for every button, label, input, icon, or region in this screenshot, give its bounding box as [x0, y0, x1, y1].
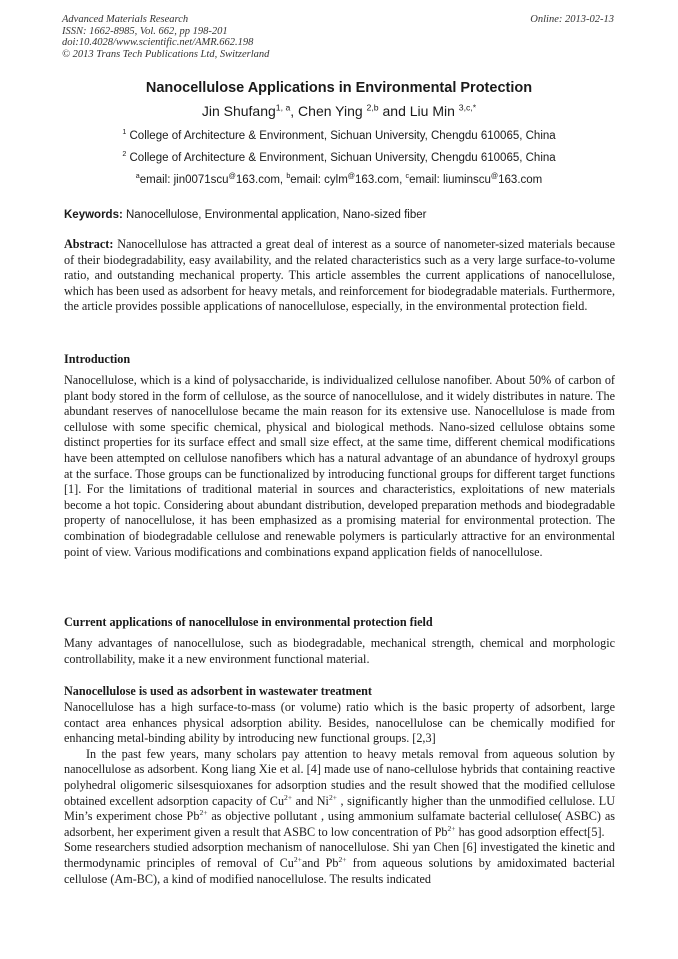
- author-line: [0, 103, 678, 119]
- paper-title: Nanocellulose Applications in Environmental Protection: [145, 80, 533, 96]
- affiliation-1: [0, 130, 678, 142]
- email-line: $^a$email: jin0071scu@163.com, $^b$email: cylm@163.com, $^c$email: liuminscu@163.com: [135, 172, 543, 186]
- keywords-text: Nanocellulose, Environmental application, Nano-sized fiber: [122, 209, 427, 221]
- journal-header: [62, 14, 614, 60]
- keywords-label: Keywords:: [64, 209, 123, 221]
- subsection-heading-adsorbent: Nanocellulose is used as adsorbent in wastewater treatment: [64, 684, 372, 698]
- author-affil-mark: 2,b: [366, 102, 379, 113]
- adsorbent-body: [64, 700, 615, 887]
- affiliation-text: College of Architecture & Environment, Sichuan University, Chengdu 610065, China: [129, 152, 556, 164]
- affiliation-2: [0, 152, 678, 164]
- adsorbent-paragraph-2: In the past few years, many scholars pay attention to heavy metals removal from aqueous solution by nanocellulose as adsorbent. Kong liang Xie et al. [4] made use of nano-cellulose hybrids that containing reactive polyhedral oligomeric silsesquioxanes for adsorption studies and the result showed that the modified cellulose obtained excellent adsorption capacity of $Cu^{2+}$ and $Ni^{2+}$ , significantly higher than the unmodified cellulose. LU Min’s experiment chose $Pb^{2+}$ as objective pollutant , using ammonium sulfamate bacterial cellulose( ASBC) as adsorbent, her experiment given a result that ASBC to low concentration of $Pb^{2+}$ has good adsorption effect[5].: [64, 746, 616, 839]
- affiliation-number: 2: [122, 150, 127, 159]
- author-separator: ,: [290, 103, 299, 119]
- author-name: Liu Min: [409, 103, 459, 119]
- author-name: Chen Ying: [298, 103, 367, 119]
- author-affil-mark: 3,c,*: [458, 102, 477, 113]
- copyright-line: © 2013 Trans Tech Publications Ltd, Switzerland: [62, 48, 270, 60]
- affiliation-number: 1: [122, 128, 127, 137]
- email-b[interactable]: email: cylm: [290, 174, 348, 186]
- doi-line: doi:10.4028/www.scientific.net/AMR.662.198: [62, 37, 254, 48]
- email-a[interactable]: email: jin0071scu: [139, 174, 229, 186]
- author-name: Jin Shufang: [201, 103, 276, 119]
- section-heading-introduction: Introduction: [64, 352, 131, 366]
- author-affil-mark: 1, a: [275, 102, 291, 113]
- journal-name: Advanced Materials Research: [62, 14, 189, 25]
- affiliation-text: College of Architecture & Environment, Sichuan University, Chengdu 610065, China: [129, 130, 556, 142]
- author-separator: and: [378, 103, 410, 119]
- adsorbent-paragraph-3: Some researchers studied adsorption mechanism of nanocellulose. Shi yan Chen [6] investigated the kinetic and thermodynamic principles of removal of $Cu^{2+}and$ $Pb^{2+}$ from aqueous solutions by amidoximated bacterial cellulose (Am-BC), a kind of modified nanocellulose. The results indicated: [64, 840, 615, 886]
- abstract-label: Abstract:: [64, 237, 114, 251]
- introduction-body: [64, 373, 615, 560]
- abstract-text: Nanocellulose has attracted a great deal of interest as a source of nanometer-sized materials because of their biodegradability, easy availability, and the related characteristics such as a very large surface-to-volume ratio, and outstanding mechanical property. This article assembles the current applications of nanocellulose, which has been used as adsorbent for heavy metals, and reinforcement for biodegradable materials. Furthermore, the article provides possible applications of nanocellulose, especially, in the environmental protection field.: [64, 237, 615, 314]
- current-applications-body: [64, 636, 615, 667]
- section-heading-current-applications: Current applications of nanocellulose in environmental protection field: [64, 615, 433, 629]
- email-c[interactable]: email: liuminscu: [409, 174, 491, 186]
- online-date: Online: 2013-02-13: [530, 14, 614, 25]
- abstract: [64, 237, 615, 315]
- keywords-line: [64, 209, 616, 221]
- issn-line: ISSN: 1662-8985, Vol. 662, pp 198-201: [62, 25, 228, 37]
- current-applications-paragraph: Many advantages of nanocellulose, such as biodegradable, mechanical strength, chemical and morphologic controllability, make it a new environment functional material.: [64, 636, 615, 666]
- adsorbent-paragraph-1: Nanocellulose has a high surface-to-mass (or volume) ratio which is the basic property of adsorbent, large contact area enhances physical adsorption ability. Besides, nanocellulose can be chemically modified for enhancing metal-binding ability by introducing new functional groups. [2,3]: [64, 700, 615, 746]
- introduction-paragraph: Nanocellulose, which is a kind of polysaccharide, is individualized cellulose nanofiber. About 50% of carbon of plant body stored in the form of cellulose, as the source of nanocellulose, and it widely distributes in nature. The abundant reserves of nanocellulose became the main reason for its extensive use. Nanocellulose is made from cellulose with some specific chemical, physical and biological methods. Nano-sized cellulose obtains some distinct properties for its surface effect and small size effect, at the same time, different chemical modifications have been attempted on cellulose nanofibers which has a natural advantage of an abundance of hydroxyl groups at the surface. Those groups can be functionalized by introducing functional groups for different target functions [1]. For the limitations of traditional material in sources and characteristics, exploitations of new materials become a hot topic. Considering about abundant distribution, developed preparation methods and biodegradable property of nanocellulose, it has been emphasized as a promising material for environmental protection. The combination of biodegradable cellulose and renewable polymers is particularly attractive for an environmental point of view. Various modifications and combinations expand application fields of nanocellulose.: [64, 373, 615, 559]
